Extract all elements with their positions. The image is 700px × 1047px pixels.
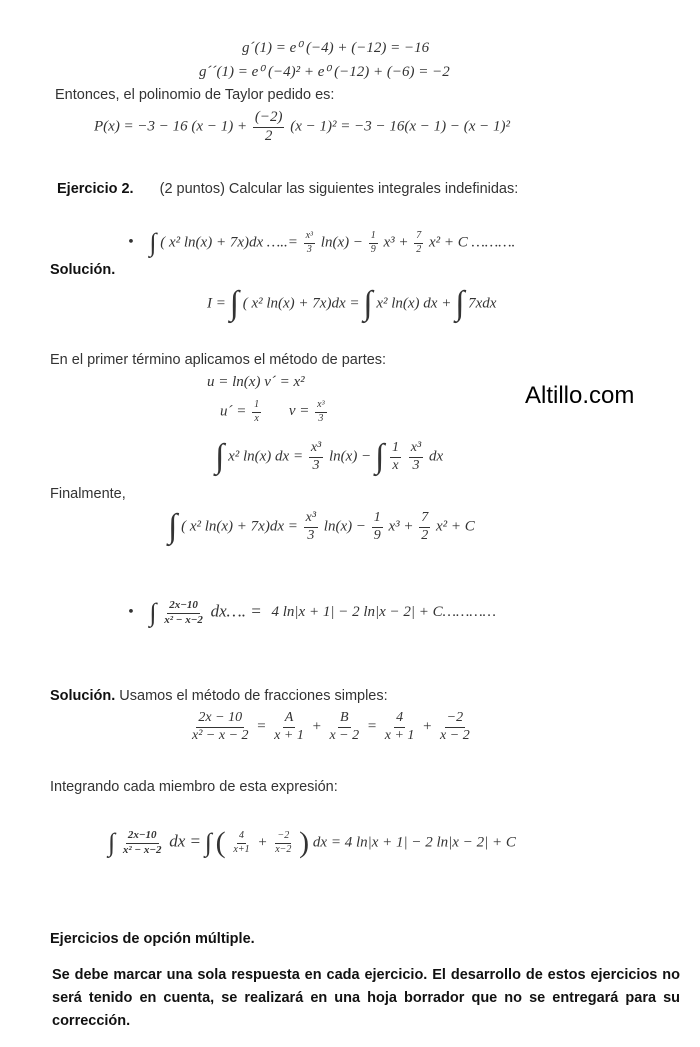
g-double-prime-line: g´´(1) = e⁰ (−4)² + e⁰ (−12) + (−6) = −2 — [199, 64, 450, 80]
item1-frac-3-num: 7 — [414, 231, 423, 244]
plus-sign: + — [311, 718, 322, 735]
integral-sign-icon: ∫ — [149, 598, 157, 628]
solucion-2-line — [50, 688, 388, 704]
item1-frac-3 — [414, 231, 423, 255]
solucion-2-text: Usamos el método de fracciones simples: — [119, 688, 388, 704]
parts-f3-den: 3 — [412, 457, 420, 473]
integrando-text: Integrando cada miembro de esta expresión: — [50, 779, 338, 795]
item1-lhs: ( x² ln(x) + 7x)dx …..= — [160, 234, 298, 251]
partial-fractions-equation — [188, 711, 474, 743]
pf-frac-5 — [438, 711, 472, 743]
plus-sign: + — [257, 834, 268, 851]
pf-f2-num: A — [283, 711, 296, 728]
integral-sign-icon: ∫ — [363, 285, 373, 322]
parts-f1-den: 3 — [312, 457, 320, 473]
item1-mid2: x³ + — [383, 234, 409, 251]
item1-mid: ln(x) − — [320, 234, 363, 251]
du-label: u´ = — [220, 403, 247, 420]
item1-frac-1-num: x³ — [304, 231, 315, 244]
parts-1: x² ln(x) dx = — [228, 448, 304, 465]
parts-f1-num: x³ — [309, 441, 323, 458]
integral-sign-icon: ∫ — [204, 828, 212, 857]
pf-f1-den: x² − x − 2 — [192, 727, 249, 743]
item2-frac — [162, 600, 205, 626]
int-f2-den: x+1 — [233, 843, 250, 855]
final-2: ln(x) − — [323, 518, 366, 535]
final-integral-equation — [108, 826, 516, 860]
g-prime-line: g´(1) = e⁰ (−4) + (−12) = −16 — [242, 40, 430, 56]
item1-frac-1 — [304, 231, 315, 255]
multiple-choice-instructions: Se debe marcar una sola respuesta en cada ejercicio. El desarrollo de estos ejercicios no será tenido en cuenta, se realizará en una hoja borrador que no se entregará para su corrección. — [52, 967, 680, 1030]
pf-frac-1 — [190, 711, 251, 743]
item1-frac-2-den: 9 — [370, 243, 376, 255]
item1-frac-1-den: 3 — [306, 243, 312, 255]
final-3: x³ + — [388, 518, 414, 535]
ejercicio-2-title: Ejercicio 2. — [57, 181, 134, 197]
ejercicio-2-header — [57, 181, 518, 197]
poly-frac-num: (−2) — [253, 110, 285, 128]
partes-text: En el primer término aplicamos el método de partes: — [50, 352, 387, 368]
integral-item-1 — [128, 230, 515, 256]
u-v-line: u = ln(x) v´ = x² — [207, 374, 305, 390]
item1-tail: x² + C ………. — [429, 234, 516, 251]
item2-dx: dx…. = — [210, 601, 262, 621]
multiple-choice-title: Ejercicios de opción múltiple. — [50, 931, 255, 947]
taylor-polynomial — [94, 110, 510, 145]
int-f3-num: −2 — [275, 831, 291, 844]
item1-frac-2 — [369, 231, 378, 255]
parts-frac-1 — [309, 441, 323, 473]
sol-eq-1: I = — [207, 295, 226, 312]
pf-f5-num: −2 — [445, 711, 465, 728]
int-mid: dx = — [169, 831, 202, 851]
integral-sign-icon: ∫ — [455, 285, 465, 322]
final-frac-3 — [419, 511, 430, 543]
taylor-intro: Entonces, el polinomio de Taylor pedido es: — [55, 87, 335, 103]
final-f3-num: 7 — [419, 511, 430, 528]
int-f2-num: 4 — [237, 831, 246, 844]
pf-frac-2 — [272, 711, 306, 743]
final-f3-den: 2 — [421, 527, 429, 543]
parts-frac-2 — [390, 441, 401, 473]
final-f2-den: 9 — [373, 527, 381, 543]
pf-f4-num: 4 — [394, 711, 405, 728]
du-den: x — [254, 412, 259, 424]
item1-frac-3-den: 2 — [416, 243, 422, 255]
integral-sign-icon: ∫ — [229, 285, 239, 322]
int-f1-den: x² − x−2 — [122, 843, 162, 856]
bullet-icon: • — [128, 603, 134, 621]
solucion-label-2: Solución. — [50, 688, 116, 704]
du-num: 1 — [252, 400, 261, 413]
final-f1-num: x³ — [304, 511, 318, 528]
altillo-watermark: Altillo.com — [525, 382, 635, 409]
equals-sign: = — [256, 718, 267, 735]
integral-sign-icon: ∫ — [168, 508, 178, 545]
pf-frac-4 — [383, 711, 417, 743]
item2-frac-den: x² − x−2 — [164, 613, 203, 626]
final-equation — [168, 510, 475, 544]
finalmente-label: Finalmente, — [50, 486, 126, 502]
solucion-label-1: Solución. — [50, 262, 116, 278]
sol-eq-2: ( x² ln(x) + 7x)dx = — [242, 295, 360, 312]
item2-frac-num: 2x−10 — [167, 600, 200, 614]
parts-equation — [215, 440, 443, 474]
poly-left: P(x) = −3 − 16 (x − 1) + — [94, 118, 248, 135]
final-4: x² + C — [436, 518, 475, 535]
integral-sign-icon: ∫ — [374, 438, 385, 475]
integral-sign-icon: ∫ — [215, 438, 225, 475]
int-f3-den: x−2 — [275, 843, 292, 855]
v-num: x³ — [315, 400, 326, 413]
sol-eq-3: x² ln(x) dx + — [376, 295, 452, 312]
ejercicio-2-statement: (2 puntos) Calcular las siguientes integrales indefinidas: — [159, 181, 519, 197]
pf-f3-den: x − 2 — [329, 727, 360, 743]
int-f1-num: 2x−10 — [126, 830, 159, 844]
pf-frac-3 — [327, 711, 361, 743]
parts-f2-num: 1 — [390, 441, 401, 458]
final-f1-den: 3 — [307, 527, 315, 543]
parts-f2-den: x — [392, 457, 399, 473]
solution-equation — [207, 287, 496, 321]
sol-eq-4: 7xdx — [468, 295, 497, 312]
left-paren: ( — [215, 826, 226, 859]
poly-fraction — [253, 110, 285, 145]
parts-frac-3 — [409, 441, 423, 473]
int-frac-1 — [121, 830, 164, 856]
v-label: v = — [288, 403, 310, 420]
final-frac-2 — [372, 511, 383, 543]
pf-f5-den: x − 2 — [440, 727, 470, 743]
pf-f2-den: x + 1 — [274, 727, 304, 743]
du-frac — [252, 400, 261, 424]
v-den: 3 — [318, 412, 324, 424]
int-result: dx = 4 ln|x + 1| − 2 ln|x − 2| + C — [312, 834, 516, 851]
integral-item-2 — [128, 600, 496, 626]
pf-f3-num: B — [338, 711, 351, 728]
final-frac-1 — [304, 511, 318, 543]
poly-right: (x − 1)² = −3 − 16(x − 1) − (x − 1)² — [290, 118, 510, 135]
parts-f3-num: x³ — [409, 441, 423, 458]
equals-sign: = — [366, 718, 377, 735]
final-f2-num: 1 — [372, 511, 383, 528]
parts-3: dx — [428, 448, 444, 465]
parts-2: ln(x) − — [329, 448, 372, 465]
item1-frac-2-num: 1 — [369, 231, 378, 244]
final-1: ( x² ln(x) + 7x)dx = — [181, 518, 298, 535]
pf-f4-den: x + 1 — [384, 727, 415, 743]
bullet-icon: • — [128, 233, 134, 251]
item2-result: 4 ln|x + 1| − 2 ln|x − 2| + C………… — [271, 604, 497, 621]
integral-sign-icon: ∫ — [108, 828, 116, 857]
int-frac-3 — [273, 831, 293, 855]
du-v-line — [220, 400, 329, 424]
poly-frac-den: 2 — [264, 127, 273, 144]
plus-sign: + — [422, 718, 433, 735]
right-paren: ) — [299, 826, 310, 859]
int-frac-2 — [231, 831, 251, 855]
v-frac — [315, 400, 326, 424]
pf-f1-num: 2x − 10 — [196, 711, 244, 728]
integral-sign-icon: ∫ — [149, 228, 157, 257]
